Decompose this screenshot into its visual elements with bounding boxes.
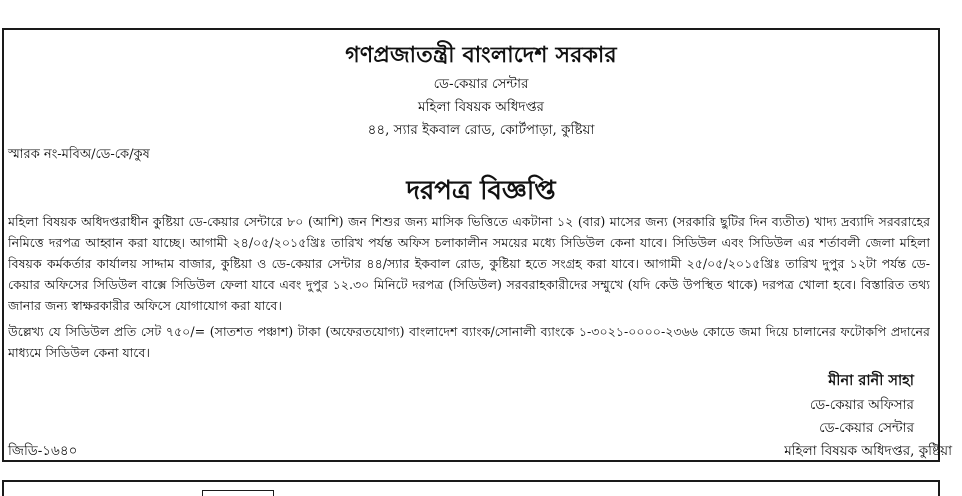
signatory-designation: ডে-কেয়ার অফিসার xyxy=(809,397,914,413)
signatory-office: ডে-কেয়ার সেন্টার xyxy=(819,420,914,436)
signatory-department: মহিলা বিষয়ক অধিদপ্তর, কুষ্টিয়া xyxy=(784,443,952,459)
signatory-name: মীনা রানী সাহা xyxy=(828,372,914,389)
notice-title: দরপত্র বিজ্ঞপ্তি xyxy=(406,176,556,206)
notice-paragraph-1: মহিলা বিষয়ক অধিদপ্তরাধীন কুষ্টিয়া ডে-কেয়ার সেন্টারে ৮০ (আশি) জন শিশুর জন্য মাসিক ভিত্তিতে একটানা ১২ (বার) মাসের জন্য (সরকারি ছুটির দিন ব্যতীত) খাদ্য দ্রব্যাদি সরবরাহের নিমিত্তে দরপত্র আহ্বান করা যাচ্ছে। আগামী ২৪/০৫/২০১৫খ্রিঃ তারিখ পর্যন্ত অফিস চলাকালীন সময়ের মধ্যে সিডিউল কেনা যাবে। সিডিউল এবং সিডিউল এর শর্তাবলী জেলা মহিলা বিষয়ক কর্মকর্তার কার্যালয় সাদ্দাম বাজার, কুষ্টিয়া ও ডে-কেয়ার সেন্টার ৪৪/স্যার ইকবাল রোড, কুষ্টিয়া হতে সংগ্রহ করা যাবে। আগামী ২৫/০৫/২০১৫খ্রিঃ তারিখ দুপুর ১২টা পর্যন্ত ডে-কেয়ার অফিসের সিডিউল বাক্সে সিডিউল ফেলা যাবে এবং দুপুর ১২.৩০ মিনিটে দরপত্র (সিডিউল) সরবরাহকারীদের সম্মুখে (যদি কেউ উপস্থিত থাকে) দরপত্র খোলা হবে। বিস্তারিত তথ্য জানার জন্য স্বাক্ষরকারীর অফিসে যোগাযোগ করা যাবে। xyxy=(8,214,930,313)
gd-number: জিডি-১৬৪০ xyxy=(8,443,78,459)
office-line-daycare: ডে-কেয়ার সেন্টার xyxy=(433,76,529,92)
office-line-address: ৪৪, স্যার ইকবাল রোড, কোর্টপাড়া, কুষ্টিয়া xyxy=(367,122,595,138)
next-notice-inner-box xyxy=(202,490,274,496)
government-heading: গণপ্রজাতন্ত্রী বাংলাদেশ সরকার xyxy=(345,42,617,68)
next-notice-frame xyxy=(2,480,940,496)
office-line-department: মহিলা বিষয়ক অধিদপ্তর xyxy=(418,99,544,115)
memo-number: স্মারক নং-মবিঅ/ডে-কে/কুষ xyxy=(8,147,150,162)
notice-paragraph-2: উল্লেখ্য যে সিডিউল প্রতি সেট ৭৫০/= (সাতশত পঞ্চাশ) টাকা (অফেরতযোগ্য) বাংলাদেশ ব্যাংক/সোনালী ব্যাংকে ১-৩০২১-০০০০-২৩৬৬ কোডে জমা দিয়ে চালানের ফটোকপি প্রদানের মাধ্যমে সিডিউল কেনা যাবে। xyxy=(8,324,930,360)
